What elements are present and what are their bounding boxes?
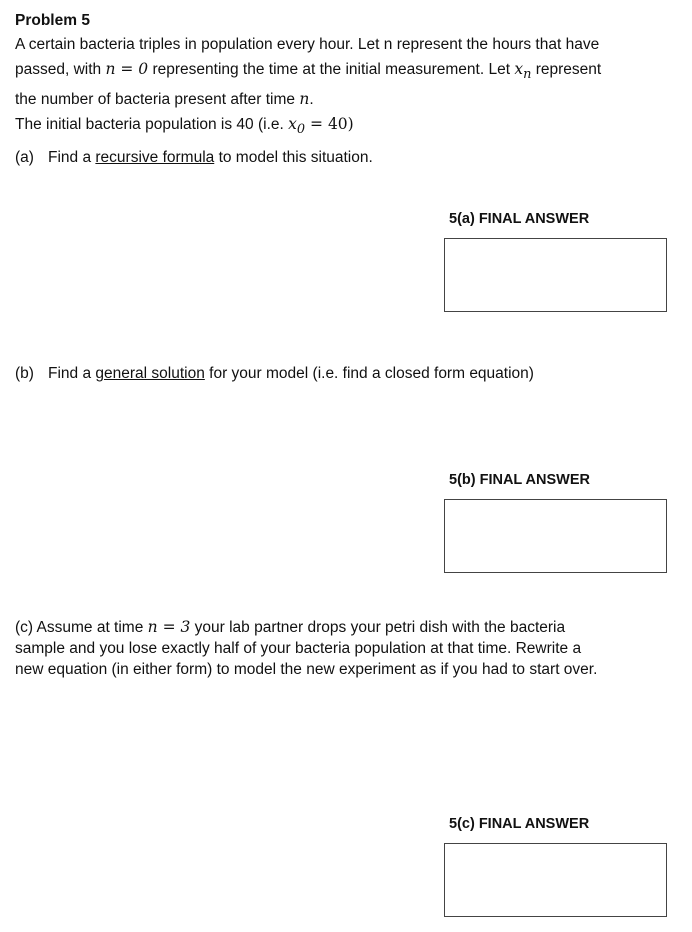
part-a-keyword: recursive formula	[95, 149, 215, 166]
part-b-answer-label: 5(b) FINAL ANSWER	[449, 472, 590, 488]
part-b-answer-box[interactable]	[444, 499, 667, 573]
part-c-question	[15, 617, 680, 680]
part-a-answer-label: 5(a) FINAL ANSWER	[449, 211, 590, 227]
math-x-0: $x_0$	[288, 115, 306, 138]
part-a-answer-box[interactable]	[444, 238, 667, 312]
intro-line-4: The initial bacteria population is 40 (i.e. $x_0 = 40$)	[15, 115, 354, 138]
intro-line-1: A certain bacteria triples in population every hour. Let n represent the hours that have	[15, 36, 600, 53]
part-c-answer-label: 5(c) FINAL ANSWER	[449, 816, 590, 832]
part-c-answer-box[interactable]	[444, 843, 667, 917]
part-c-line-1: (c) Assume at time n = 3 your lab partner drops your petri dish with the bacteria	[15, 618, 566, 636]
part-a-letter: (a)	[15, 149, 34, 166]
problem-intro	[15, 33, 680, 142]
part-c-line-2: sample and you lose exactly half of your bacteria population at that time. Rewrite a	[15, 640, 582, 657]
math-x-n: $x_n$	[514, 60, 532, 83]
intro-line-2: passed, with n = 0 representing the time at the initial measurement. Let $x_n$ represent	[15, 60, 602, 83]
part-b-keyword: general solution	[95, 365, 205, 382]
part-a-question: (a) Find a recursive formula to model this situation.	[15, 149, 373, 166]
part-b-letter: (b)	[15, 365, 34, 382]
math-n-equals-0: n = 0	[105, 60, 149, 78]
part-b-question: (b) Find a general solution for your model (i.e. find a closed form equation)	[15, 365, 534, 382]
part-c-line-3: new equation (in either form) to model the new experiment as if you had to start over.	[15, 661, 598, 678]
math-n: n	[299, 90, 310, 109]
problem-title: Problem 5	[15, 12, 90, 29]
intro-line-3: the number of bacteria present after time n.	[15, 90, 314, 109]
math-n-equals-3: n = 3	[147, 618, 191, 636]
